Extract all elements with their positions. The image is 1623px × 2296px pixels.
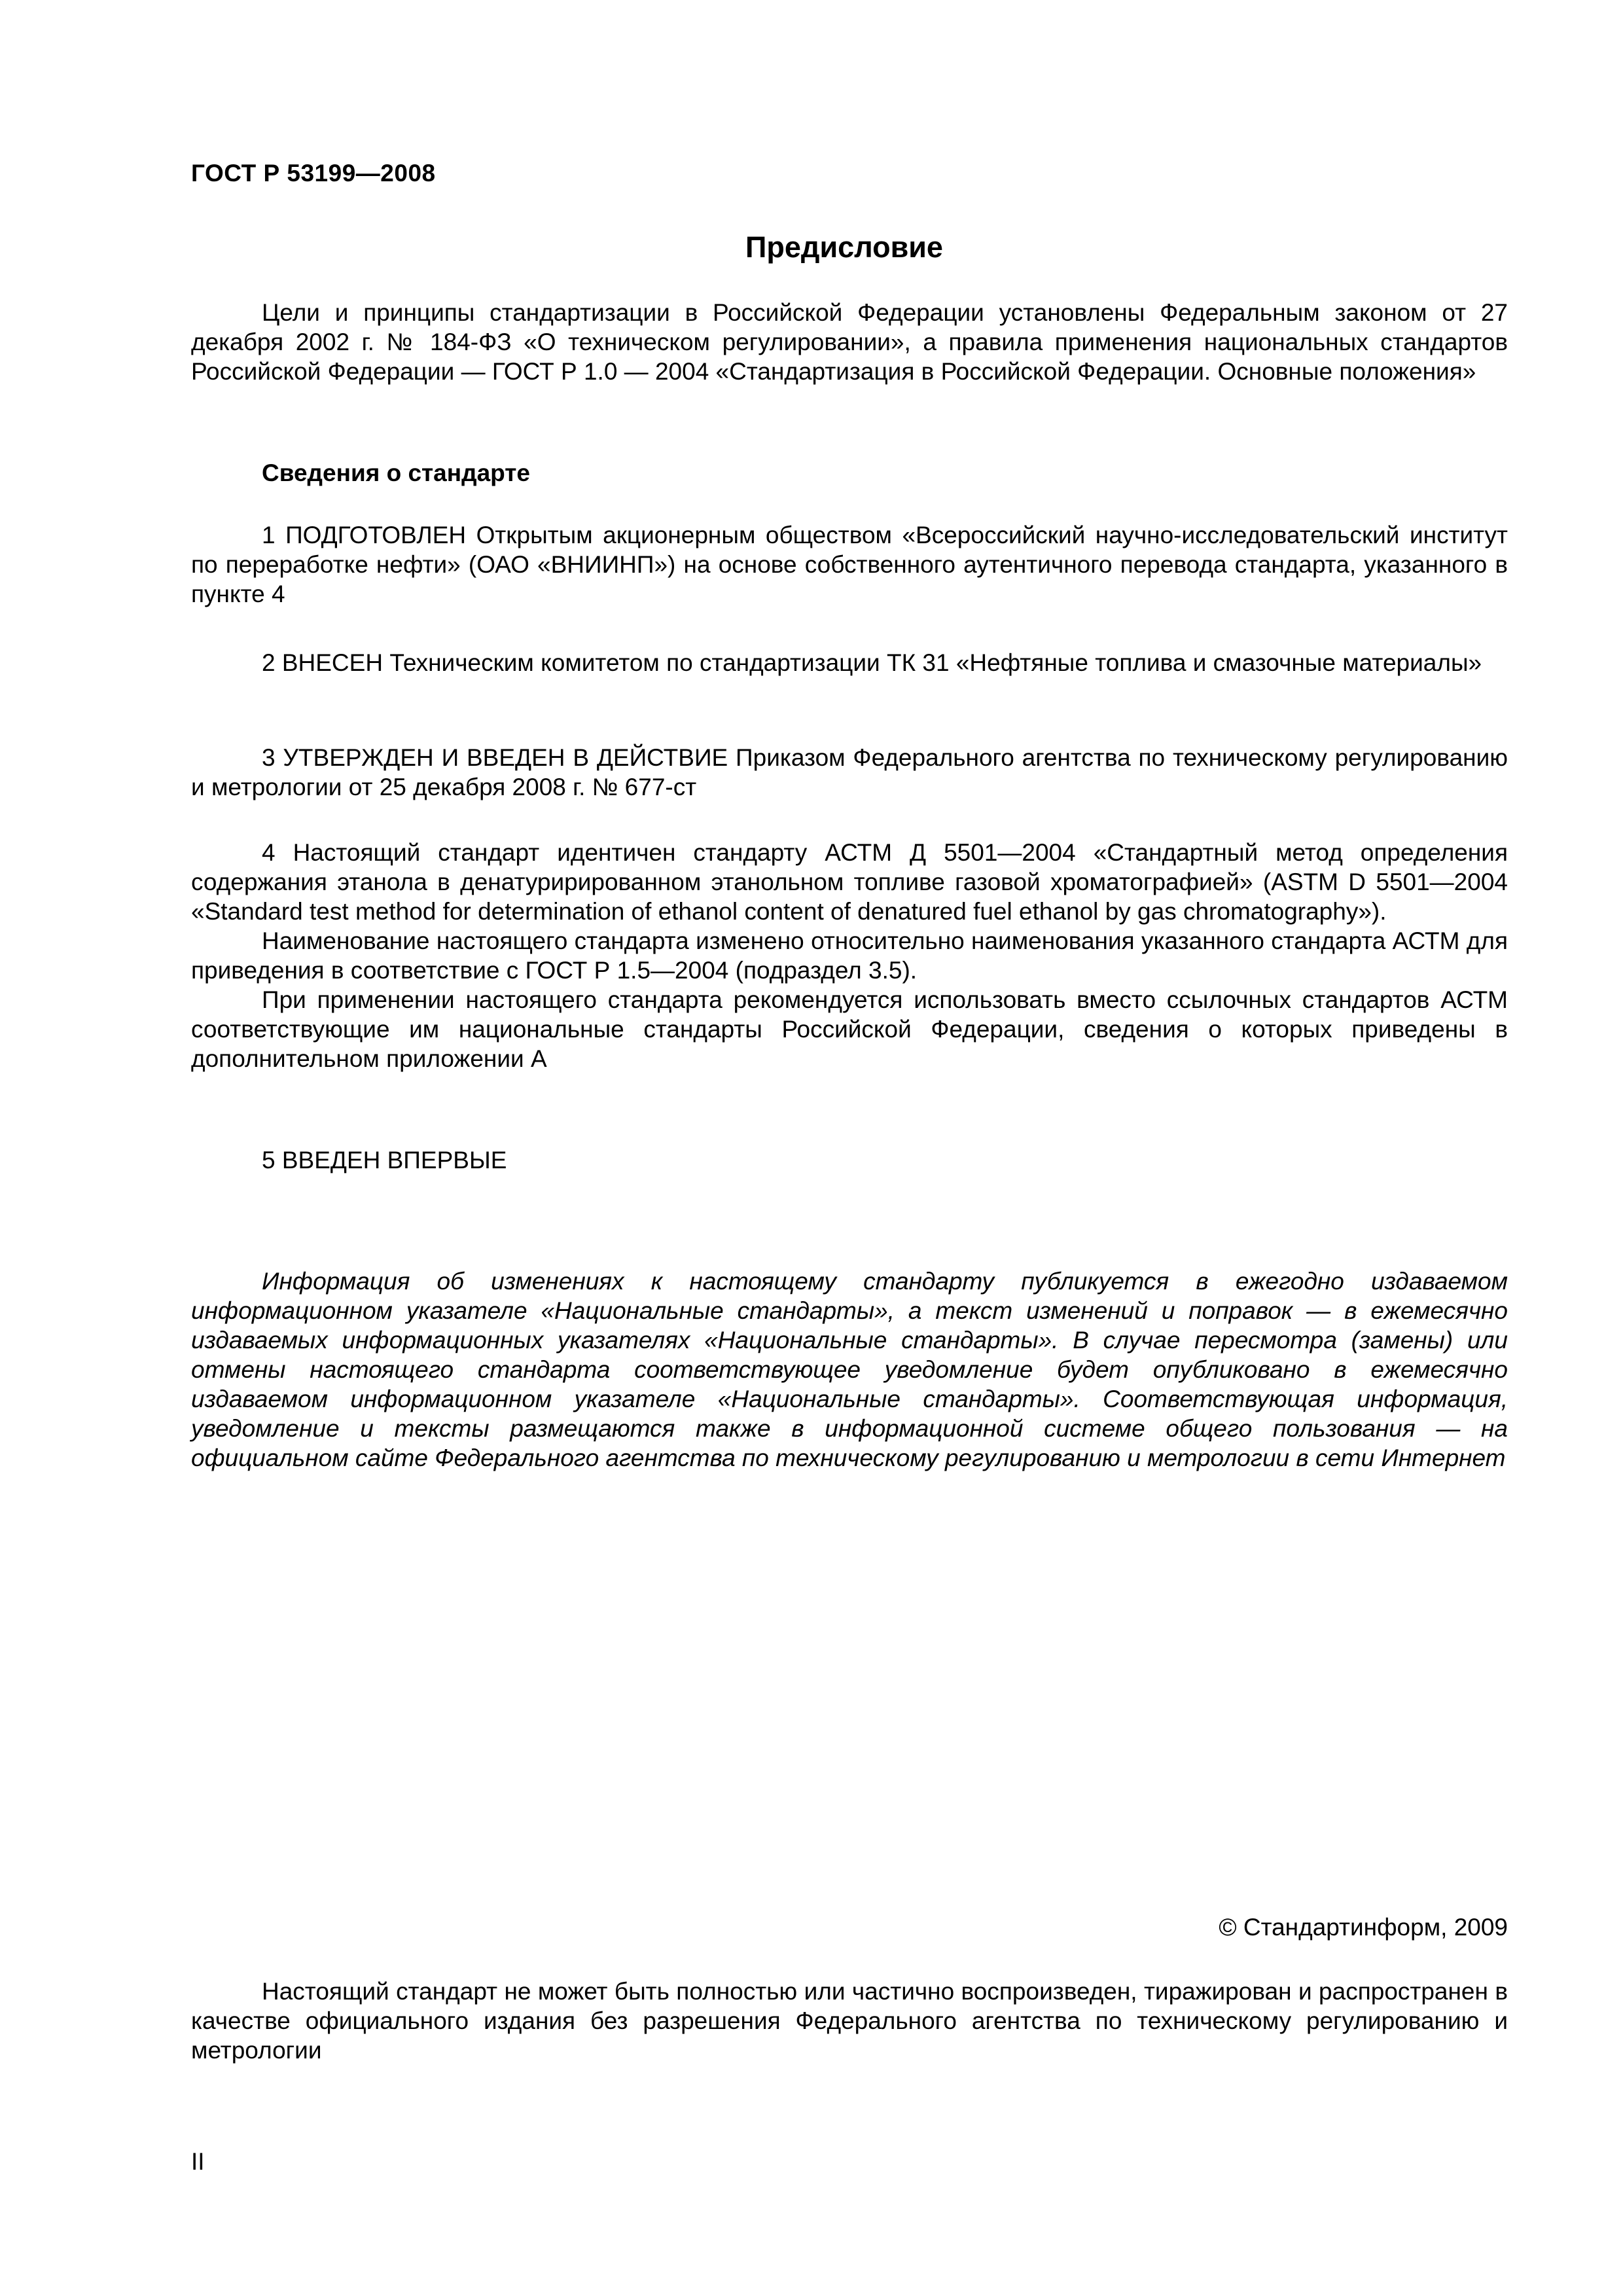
about-heading-section xyxy=(191,458,1508,488)
item-2-section xyxy=(191,648,1508,677)
item-4-paragraph: 4 Настоящий стандарт идентичен стандарту АСТМ Д 5501—2004 «Стандартный метод определения содержания этанола в денатурирированном этанольном топливе газовой хроматографией» (ASTM D 5501—2004 «Standard test method for determination of ethanol content of denatured fuel ethanol by gas chromatography»). xyxy=(191,839,1508,925)
about-heading: Сведения о стандарте xyxy=(262,459,530,486)
item-2-paragraph: 2 ВНЕСЕН Техническим комитетом по стандартизации ТК 31 «Нефтяные топлива и смазочные материалы» xyxy=(262,649,1482,676)
item-4-name-note: Наименование настоящего стандарта изменено относительно наименования указанного стандарта АСТМ для приведения в соответствие с ГОСТ Р 1.5—2004 (подраздел 3.5). xyxy=(191,927,1508,984)
reproduction-notice-section xyxy=(191,1977,1508,2065)
item-5-section xyxy=(191,1145,1508,1175)
item-5-paragraph: 5 ВВЕДЕН ВПЕРВЫЕ xyxy=(262,1147,507,1174)
page-title: Предисловие xyxy=(745,230,943,264)
copyright-line: © Стандартинформ, 2009 xyxy=(1219,1914,1508,1941)
item-4-section xyxy=(191,838,1508,1073)
page-number: II xyxy=(191,2148,205,2175)
reproduction-notice-paragraph: Настоящий стандарт не может быть полностью или частично воспроизведен, тиражирован и распространен в качестве официального издания без разрешения Федерального агентства по техническому регулированию и метрологии xyxy=(191,1978,1508,2064)
document-code-header: ГОСТ Р 53199—2008 xyxy=(191,160,436,187)
info-notice-section xyxy=(191,1266,1508,1473)
item-4-reference-note: При применении настоящего стандарта рекомендуется использовать вместо ссылочных стандартов АСТМ соответствующие им национальные стандарты Российской Федерации, сведения о которых приведены в дополнительном приложении А xyxy=(191,986,1508,1072)
item-3-section xyxy=(191,743,1508,802)
intro-paragraph: Цели и принципы стандартизации в Российской Федерации установлены Федеральным законом от 27 декабря 2002 г. № 184-ФЗ «О техническом регулировании», а правила применения национальных стандартов Российской Федерации — ГОСТ Р 1.0 — 2004 «Стандартизация в Российской Федерации. Основные положения» xyxy=(191,299,1508,385)
item-1-section xyxy=(191,520,1508,609)
item-3-paragraph: 3 УТВЕРЖДЕН И ВВЕДЕН В ДЕЙСТВИЕ Приказом Федерального агентства по техническому регулированию и метрологии от 25 декабря 2008 г. № 677-ст xyxy=(191,744,1508,800)
item-1-paragraph: 1 ПОДГОТОВЛЕН Открытым акционерным обществом «Всероссийский научно-исследовательский институт по переработке нефти» (ОАО «ВНИИНП») на основе собственного аутентичного перевода стандарта, указанного в пункте 4 xyxy=(191,522,1508,607)
info-notice-paragraph: Информация об изменениях к настоящему стандарту публикуется в ежегодно издаваемом информационном указателе «Национальные стандарты», а текст изменений и поправок — в ежемесячно издаваемых информационных указателях «Национальные стандарты». В случае пересмотра (замены) или отмены настоящего стандарта соответствующее уведомление будет опубликовано в ежемесячно издаваемом информационном указателе «Национальные стандарты». Соответствующая информация, уведомление и тексты размещаются также в информационной системе общего пользования — на официальном сайте Федерального агентства по техническому регулированию и метрологии в сети Интернет xyxy=(191,1268,1508,1471)
intro-section xyxy=(191,298,1508,386)
